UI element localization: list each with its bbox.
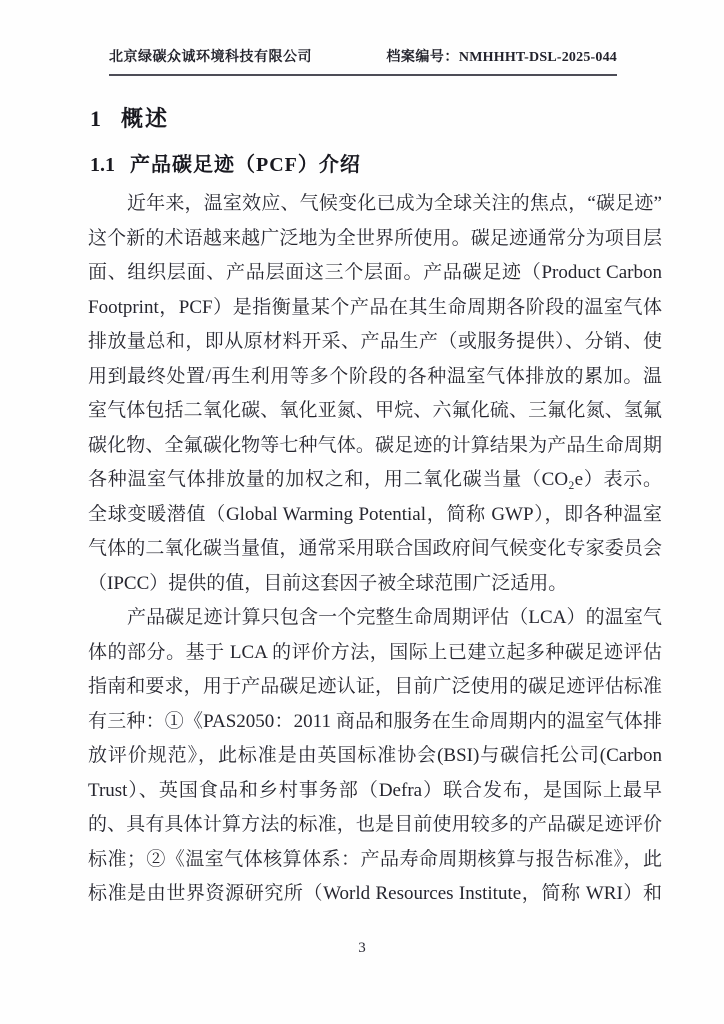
page-footer: [0, 940, 724, 957]
body-line: 有三种：①《PAS2050：2011 商品和服务在生命周期内的温室气体排: [88, 710, 662, 732]
page-header: [109, 46, 617, 76]
page-number: 3: [358, 940, 366, 956]
body-line: 全球变暖潜值（Global Warming Potential，简称 GWP），即各种温室: [88, 503, 662, 525]
file-reference-label: 档案编号：: [386, 50, 459, 65]
body-line: Footprint，PCF）是指衡量某个产品在其生命周期各阶段的温室气体: [88, 296, 662, 318]
file-reference: [386, 46, 617, 66]
subsection-title: 产品碳足迹（PCF）介绍: [130, 154, 361, 176]
body-line: 标准；②《温室气体核算体系：产品寿命周期核算与报告标准》，此: [88, 848, 662, 870]
body-line: 排放量总和，即从原材料开采、产品生产（或服务提供）、分销、使: [88, 331, 662, 352]
body-line: 各种温室气体排放量的加权之和，用二氧化碳当量（CO₂e）表示。: [88, 469, 662, 490]
body-line: 近年来，温室效应、气候变化已成为全球关注的焦点，“碳足迹”: [127, 193, 662, 214]
body-line: （IPCC）提供的值，目前这套因子被全球范围广泛适用。: [88, 572, 568, 594]
body-line: 标准是由世界资源研究所（World Resources Institute，简称 WRI）和: [88, 883, 662, 904]
body-line: 碳化物、全氟碳化物等七种气体。碳足迹的计算结果为产品生命周期: [88, 434, 662, 456]
body-text: [88, 187, 662, 912]
body-line: 放评价规范》，此标准是由英国标准协会(BSI)与碳信托公司(Carbon: [88, 745, 662, 766]
body-line: 指南和要求，用于产品碳足迹认证，目前广泛使用的碳足迹评估标准: [88, 676, 662, 697]
body-line: 用到最终处置/再生利用等多个阶段的各种温室气体排放的累加。温: [88, 365, 662, 387]
body-line: 体的部分。基于 LCA 的评价方法，国际上已建立起多种碳足迹评估: [88, 641, 662, 663]
body-line: Trust）、英国食品和乡村事务部（Defra）联合发布，是国际上最早: [88, 779, 662, 801]
body-line: 室气体包括二氧化碳、氧化亚氮、甲烷、六氟化硫、三氟化氮、氢氟: [88, 400, 662, 421]
body-line: 气体的二氧化碳当量值，通常采用联合国政府间气候变化专家委员会: [88, 538, 662, 559]
body-line: 的、具有具体计算方法的标准，也是目前使用较多的产品碳足迹评价: [88, 814, 662, 835]
section-title: 概述: [121, 106, 170, 131]
body-line: 这个新的术语越来越广泛地为全世界所使用。碳足迹通常分为项目层: [88, 227, 662, 249]
section-heading: [90, 102, 169, 133]
file-reference-number: NMHHHT-DSL-2025-044: [458, 50, 617, 65]
body-line: 产品碳足迹计算只包含一个完整生命周期评估（LCA）的温室气: [127, 607, 662, 628]
company-name: 北京绿碳众诚环境科技有限公司: [109, 50, 312, 65]
paragraph-1: [88, 187, 662, 601]
subsection-number: 1.1: [90, 154, 115, 176]
subsection-heading: [90, 148, 361, 177]
section-number: 1: [90, 106, 101, 131]
body-line: 面、组织层面、产品层面这三个层面。产品碳足迹（Product Carbon: [88, 262, 662, 283]
paragraph-2: [88, 601, 662, 912]
